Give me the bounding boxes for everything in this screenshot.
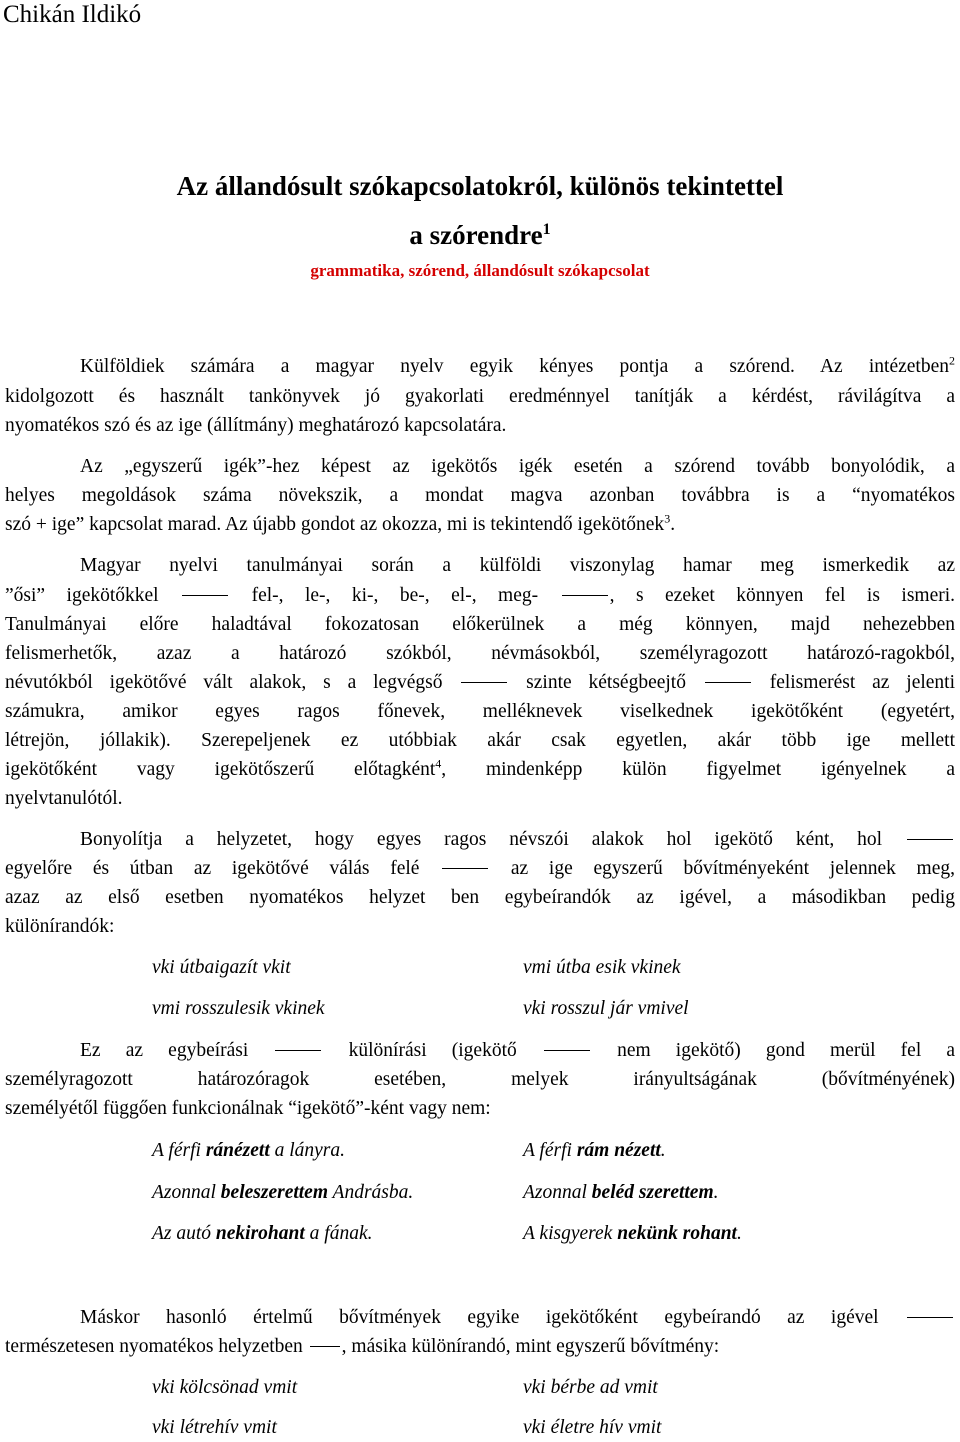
example-left-1: A férfi ránézett a lányra.	[152, 1140, 346, 1161]
footnote-mark: 1	[542, 221, 551, 238]
author-name: Chikán Ildikó	[3, 1, 142, 28]
article-title-line-2	[0, 219, 960, 251]
article-title-line-1: Az állandósult szókapcsolatokról, különös tekintettel	[176, 171, 784, 201]
em-dash	[705, 682, 751, 683]
paragraph-4-line-4: különírandók:	[5, 916, 115, 937]
example-right-1: A férfi rám nézett.	[523, 1140, 666, 1161]
footnote-mark: 2	[949, 353, 955, 368]
keywords: grammatika, szórend, állandósult szókapcsolat	[310, 261, 650, 280]
paragraph-5-line-3: személyétől függően funkcionálnak “igekötő”-ként vagy nem:	[5, 1098, 491, 1119]
paragraph-3-line-7: létrejön, jóllakik). Szerepeljenek ez utóbbiak akár csak egyetlen, akár több ige mellett	[5, 730, 955, 751]
example-right-1: vmi útba esik vkinek	[523, 957, 681, 978]
paragraph-6-line-1: Máskor hasonló értelmű bővítmények egyike igekötőként egybeírandó az igével	[5, 1304, 955, 1332]
paragraph-3-line-4: felismerhetők, azaz a határozó szókból, névmásokból, személyragozott határozó-ragokból,	[5, 643, 955, 664]
paragraph-4-line-1: Bonyolítja a helyzetet, hogy egyes ragos névszói alakok hol igekötő ként, hol	[5, 826, 955, 854]
em-dash	[544, 1050, 590, 1051]
em-dash	[907, 839, 953, 840]
paragraph-3-line-8: igekötőként vagy igekötőszerű előtagként$^4$, mindenképp külön figyelmet igényelnek a	[5, 756, 955, 780]
example-right-2: Azonnal beléd szerettem.	[523, 1182, 719, 1203]
em-dash	[182, 595, 228, 596]
example-left-1: vki kölcsönad vmit	[152, 1377, 298, 1398]
footnote-mark: 4	[435, 756, 442, 771]
em-dash	[562, 595, 608, 596]
em-dash	[461, 682, 507, 683]
em-dash	[442, 868, 488, 869]
paragraph-1-line-1: Külföldiek számára a magyar nyelv egyik kényes pontja a szórend. Az intézetben$^2$	[80, 353, 955, 377]
paragraph-2-line-1: Az „egyszerű igék”-hez képest az igekötős igék esetén a szórend tovább bonyolódik, a	[80, 456, 955, 477]
footnote-mark: 3	[664, 511, 671, 526]
em-dash	[310, 1346, 340, 1347]
example-right-2: vki rosszul jár vmivel	[523, 998, 689, 1019]
example-left-2: Azonnal beleszerettem Andrásba.	[152, 1182, 414, 1203]
paragraph-2-line-2: helyes megoldások száma növekszik, a mondat magva azonban továbbra is a “nyomatékos	[5, 485, 955, 506]
paragraph-3-line-9: nyelvtanulótól.	[5, 788, 123, 809]
paragraph-3-line-3: Tanulmányai előre haladtával fokozatosan előkerülnek a még könnyen, majd nehezebben	[5, 614, 955, 635]
paragraph-3-line-2: ”ősi” igekötőkkel fel-, le-, ki-, be-, el-, meg- , s ezeket könnyen fel is ismeri.	[5, 585, 956, 606]
paragraph-4-line-3: azaz az első esetben nyomatékos helyzet ben egybeírandók az igével, a másodikban pedig	[5, 887, 955, 908]
paragraph-3-line-5: névutókból igekötővé vált alakok, s a legvégső szinte kétségbeejtő felismerést az jelenti	[5, 672, 956, 693]
example-left-2: vki létrehív vmit	[152, 1417, 277, 1438]
paragraph-5-line-1: Ez az egybeírási különírási (igekötő nem igekötő) gond merül fel a	[80, 1040, 956, 1061]
example-right-1: vki bérbe ad vmit	[523, 1377, 658, 1398]
paragraph-1-line-2: kidolgozott és használt tankönyvek jó gyakorlati eredménnyel tanítják a kérdést, rávilágítva a	[5, 386, 955, 407]
example-left-3: Az autó nekirohant a fának.	[152, 1223, 373, 1244]
paragraph-3-line-1: Magyar nyelvi tanulmányai során a külföldi viszonylag hamar meg ismerkedik az	[80, 555, 955, 576]
paragraph-3-line-6: számukra, amikor egyes ragos főnevek, melléknevek viselkednek igekötőként (egyetért,	[5, 701, 955, 722]
example-right-2: vki életre hív vmit	[523, 1417, 662, 1438]
example-left-2: vmi rosszulesik vkinek	[152, 998, 325, 1019]
example-left-1: vki útbaigazít vkit	[152, 957, 291, 978]
paragraph-2-line-3: szó + ige” kapcsolat marad. Az újabb gondot az okozza, mi is tekintendő igekötőnek$^3$.	[5, 511, 676, 535]
paragraph-5-line-2: személyragozott határozóragok esetében, melyek irányultságának (bővítményének)	[5, 1069, 955, 1090]
em-dash	[907, 1317, 953, 1318]
example-right-3: A kisgyerek nekünk rohant.	[523, 1223, 742, 1244]
paragraph-1-line-3: nyomatékos szó és az ige (állítmány) meghatározó kapcsolatára.	[5, 415, 507, 436]
em-dash	[275, 1050, 321, 1051]
paragraph-4-line-2: egyelőre és útban az igekötővé válás felé az ige egyszerű bővítményeként jelennek meg,	[5, 858, 956, 879]
paragraph-6-line-2: természetesen nyomatékos helyzetben , másika különírandó, mint egyszerű bővítmény:	[5, 1336, 720, 1357]
article-title-text: a szórendre	[409, 220, 543, 250]
